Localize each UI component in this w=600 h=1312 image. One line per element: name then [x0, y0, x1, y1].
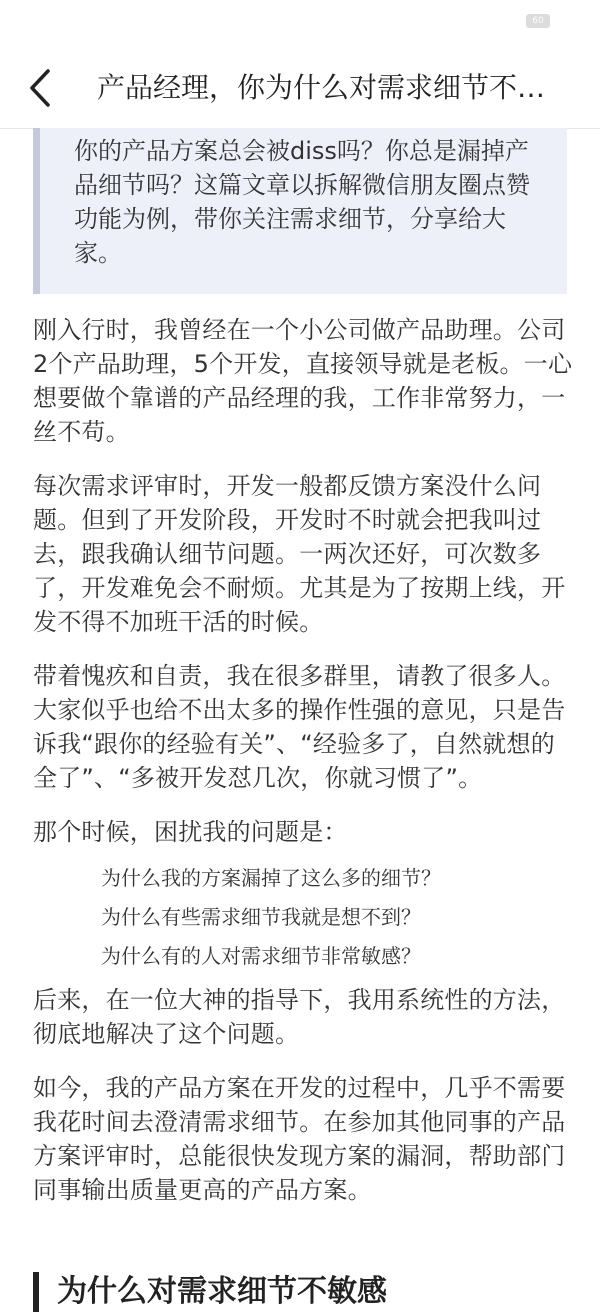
list-item: 为什么有些需求细节我就是想不到？: [101, 905, 421, 929]
top-nav-bar: [0, 52, 600, 129]
article-paragraph: 如今，我的产品方案在开发的过程中，几乎不需要我花时间去澄清需求细节。在参加其他同事的产品方案评审时，总能很快发现方案的漏洞，帮助部门同事输出质量更高的产品方案。: [33, 1074, 566, 1204]
list-item: 为什么有的人对需求细节非常敏感？: [101, 944, 421, 968]
article-summary-quote: [33, 128, 567, 294]
article-body: [33, 313, 573, 1227]
article-paragraph: 那个时候，困扰我的问题是：: [33, 818, 348, 846]
quote-text: 你的产品方案总会被diss吗？你总是漏掉产品细节吗？这篇文章以拆解微信朋友圈点赞功能为例，带你关注需求细节，分享给大家。: [74, 137, 530, 267]
article-paragraph: 每次需求评审时，开发一般都反馈方案没什么问题。但到了开发阶段，开发时不时就会把我叫过去，跟我确认细节问题。一两次还好，可次数多了，开发难免会不耐烦。尤其是为了按期上线，开发不得不加班干活的时候。: [33, 472, 566, 636]
section-heading: 为什么对需求细节不敏感: [33, 1272, 573, 1312]
question-list: [33, 863, 573, 971]
article-paragraph: 刚入行时，我曾经在一个小公司做产品助理。公司2个产品助理，5个开发，直接领导就是老板。一心想要做个靠谱的产品经理的我，工作非常努力，一丝不苟。: [33, 316, 573, 446]
list-item: 为什么我的方案漏掉了这么多的细节？: [101, 866, 441, 890]
article-paragraph: 带着愧疚和自责，我在很多群里，请教了很多人。大家似乎也给不出太多的操作性强的意见，只是告诉我“跟你的经验有关”、“经验多了，自然就想的全了”、“多被开发怼几次，你就习惯了”。: [33, 662, 566, 792]
chevron-left-icon: [28, 68, 52, 108]
article-paragraph: 后来，在一位大神的指导下，我用系统性的方法，彻底地解决了这个问题。: [33, 986, 566, 1048]
status-bar: [0, 0, 600, 44]
page-title: 产品经理，你为什么对需求细节不…: [97, 71, 546, 104]
back-button[interactable]: [18, 66, 62, 110]
battery-icon: 60: [526, 14, 550, 28]
